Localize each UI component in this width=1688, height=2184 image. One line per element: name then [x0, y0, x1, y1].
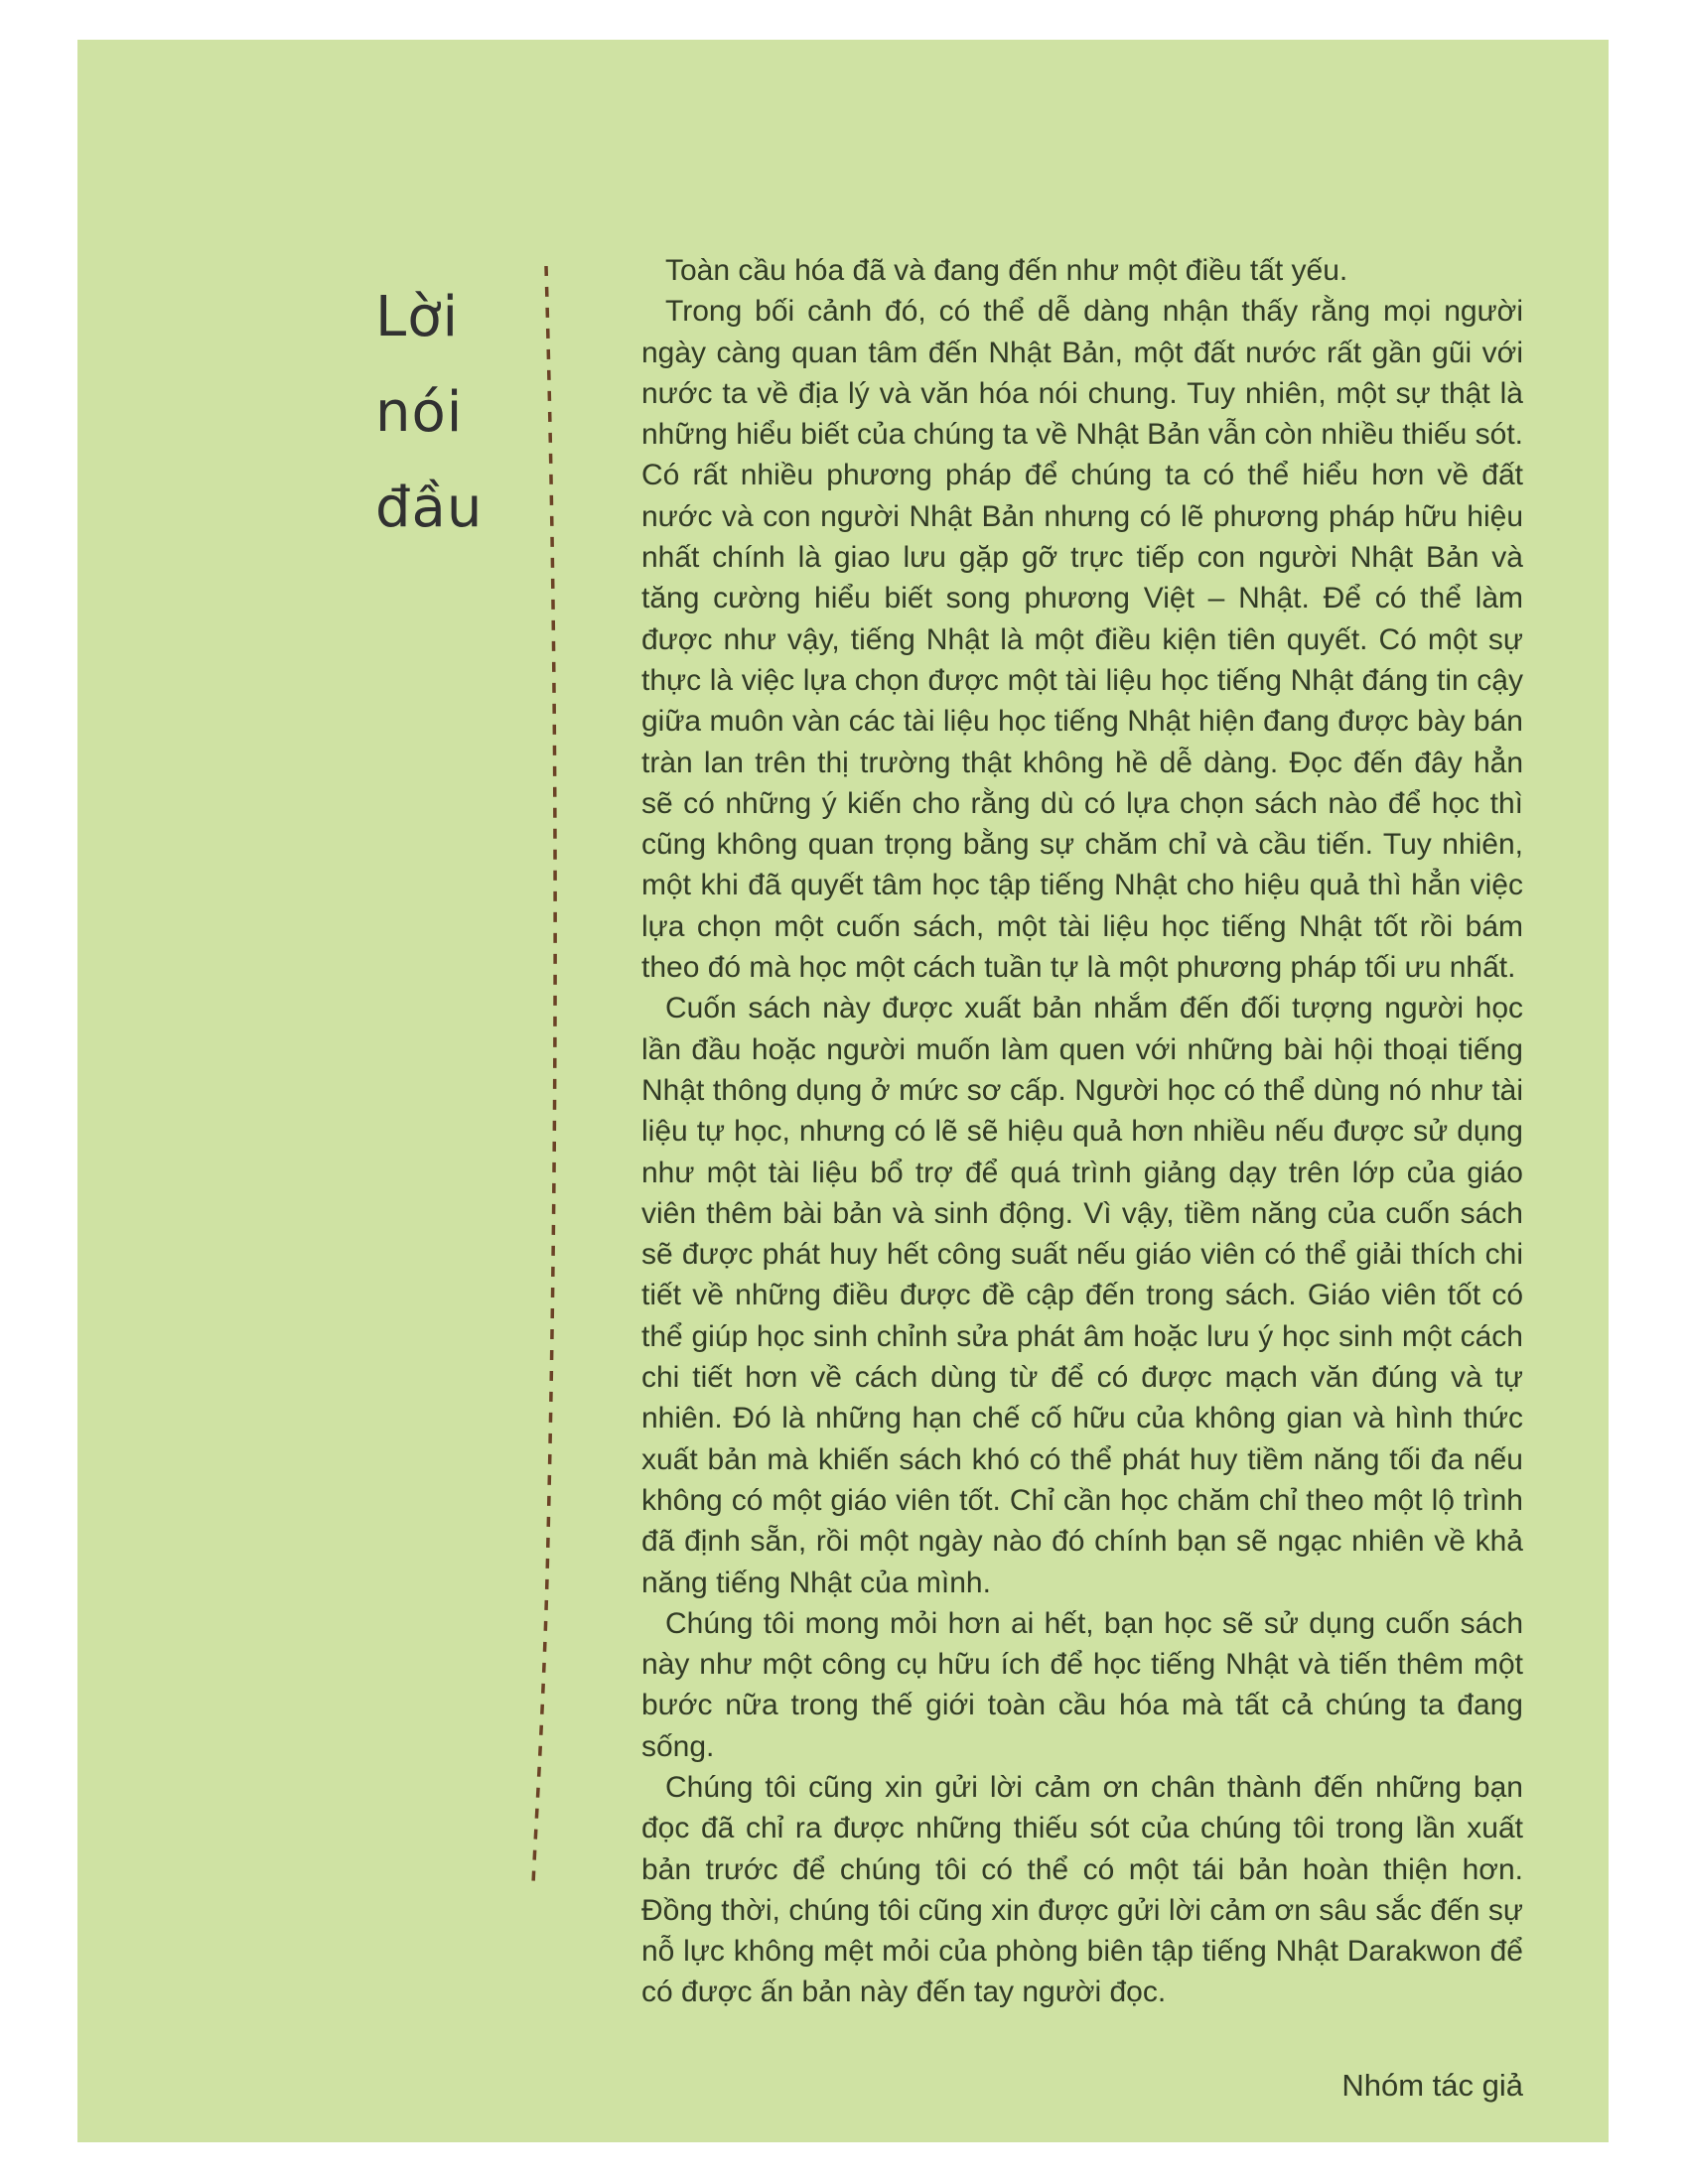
preface-paragraph: Chúng tôi mong mỏi hơn ai hết, bạn học sẽ sử dụng cuốn sách này như một công cụ hữu ích để học tiếng Nhật và tiến thêm một bước nữa trong thế giới toàn cầu hóa mà tất cả chúng ta đang sống. [641, 1606, 1523, 1763]
preface-paragraph: Cuốn sách này được xuất bản nhắm đến đối tượng người học lần đầu hoặc người muốn làm quen với những bài hội thoại tiếng Nhật thông dụng ở mức sơ cấp. Người học có thể dùng nó như tài liệu tự học, nhưng có lẽ sẽ hiệu quả hơn nhiều nếu được sử dụng như một tài liệu bổ trợ để quá trình giảng dạy trên lớp của giáo viên thêm bài bản và sinh động. Vì vậy, tiềm năng của cuốn sách sẽ được phát huy hết công suất nếu giáo viên có thể giải thích chi tiết về những điều được đề cập đến trong sách. Giáo viên tốt có thể giúp học sinh chỉnh sửa phát âm hoặc lưu ý học sinh một cách chi tiết hơn về cách dùng từ để có được mạch văn đúng và tự nhiên. Đó là những hạn chế cố hữu của không gian và hình thức xuất bản mà khiến sách khó có thể phát huy tiềm năng tối đa nếu không có một giáo viên tốt. Chỉ cần học chăm chỉ theo một lộ trình đã định sẵn, rồi một ngày nào đó chính bạn sẽ ngạc nhiên về khả năng tiếng Nhật của mình. [641, 992, 1523, 1599]
dashed-divider [514, 248, 584, 1906]
preface-title-line-3: đầu [375, 476, 484, 540]
preface-title [375, 270, 524, 556]
preface-paragraph: Trong bối cảnh đó, có thể dễ dàng nhận thấy rằng mọi người ngày càng quan tâm đến Nhật Bản, một đất nước rất gần gũi với nước ta về địa lý và văn hóa nói chung. Tuy nhiên, một sự thật là những hiểu biết của chúng ta về Nhật Bản vẫn còn nhiều thiếu sót. Có rất nhiều phương pháp để chúng ta có thể hiểu hơn về đất nước và con người Nhật Bản nhưng có lẽ phương pháp hữu hiệu nhất chính là giao lưu gặp gỡ trực tiếp con người Nhật Bản và tăng cường hiểu biết song phương Việt – Nhật. Để có thể làm được như vậy, tiếng Nhật là một điều kiện tiên quyết. Có một sự thực là việc lựa chọn được một tài liệu học tiếng Nhật đáng tin cậy giữa muôn vàn các tài liệu học tiếng Nhật hiện đang được bày bán tràn lan trên thị trường thật không hề dễ dàng. Đọc đến đây hẳn sẽ có những ý kiến cho rằng dù có lựa chọn sách nào để học thì cũng không quan trọng bằng sự chăm chỉ và cầu tiến. Tuy nhiên, một khi đã quyết tâm học tập tiếng Nhật cho hiệu quả thì hẳn việc lựa chọn một cuốn sách, một tài liệu học tiếng Nhật tốt rồi bám theo đó mà học một cách tuần tự là một phương pháp tối ưu nhất. [641, 295, 1523, 985]
preface-body [641, 250, 1523, 2106]
preface-paragraph: Chúng tôi cũng xin gửi lời cảm ơn chân thành đến những bạn đọc đã chỉ ra được những thiếu sót của chúng tôi trong lần xuất bản trước để chúng tôi có thể có một tái bản hoàn thiện hơn. Đồng thời, chúng tôi cũng xin được gửi lời cảm ơn sâu sắc đến sự nỗ lực không mệt mỏi của phòng biên tập tiếng Nhật Darakwon để có được ấn bản này đến tay người đọc. [641, 1770, 1523, 2009]
author-signature: Nhóm tác giả [1341, 2067, 1523, 2103]
preface-page-panel [77, 40, 1609, 2142]
preface-title-line-1: Lời [375, 285, 460, 349]
preface-paragraph: Toàn cầu hóa đã và đang đến như một điều tất yếu. [665, 254, 1348, 287]
preface-title-line-2: nói [375, 380, 464, 445]
